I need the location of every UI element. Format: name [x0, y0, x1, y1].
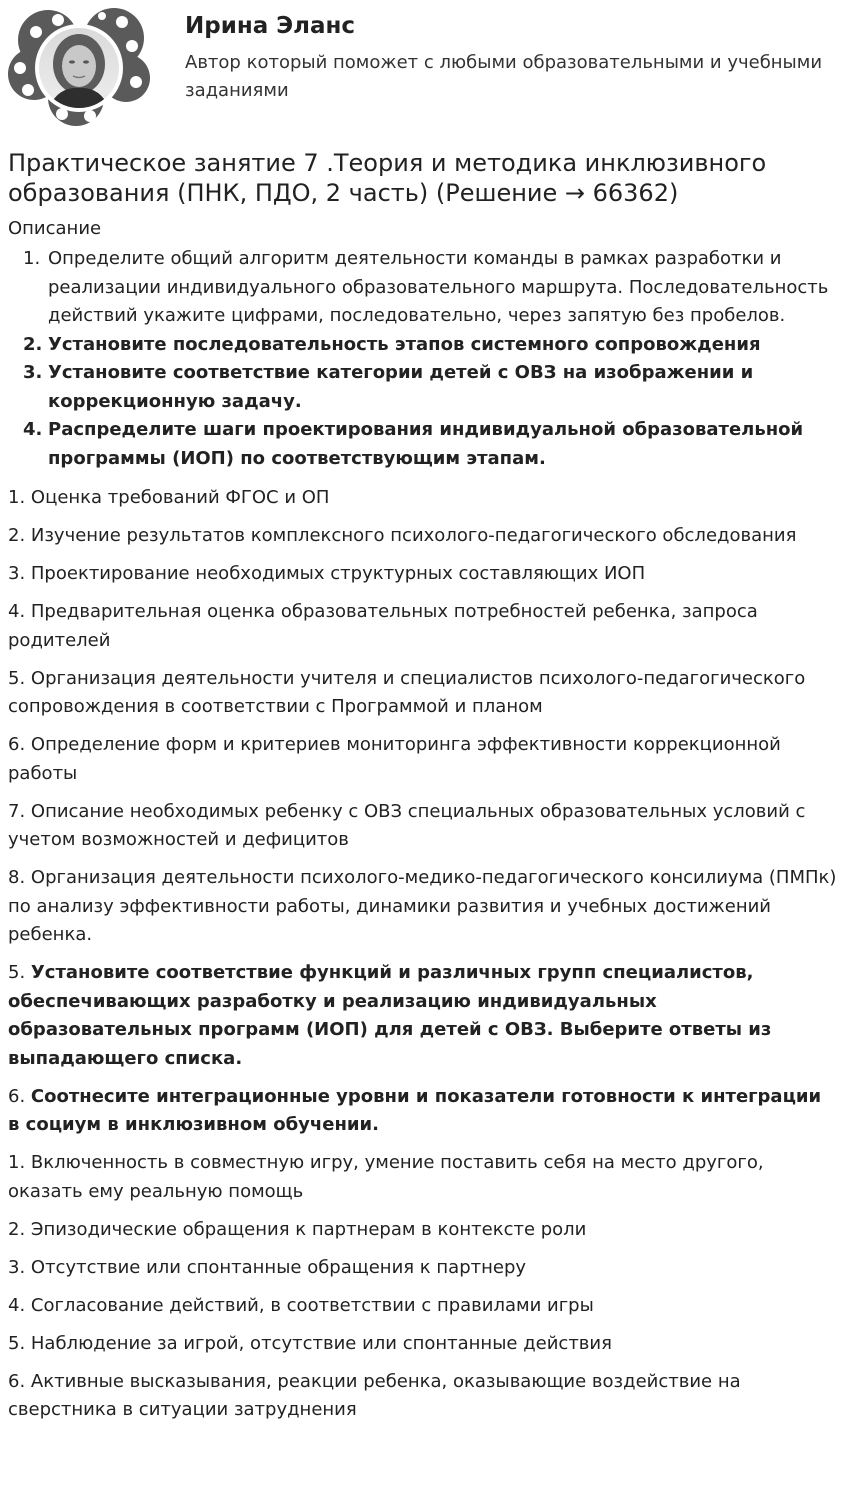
indicator-item: 5. Наблюдение за игрой, отсутствие или спонтанные действия: [8, 1332, 612, 1354]
step-item: 1. Оценка требований ФГОС и ОП: [8, 487, 330, 508]
indicator-item: 1. Включенность в совместную игру, умение поставить себя на место другого, оказать ему реальную помощь: [8, 1152, 764, 1202]
task-5-text: Установите соответствие функций и различных групп специалистов, обеспечивающих разработку и реализацию индивидуальных образовательных программ (ИОП) для детей с ОВЗ. Выберите ответы из выпадающего списка.: [8, 962, 772, 1069]
task-6-number: 6.: [8, 1085, 31, 1107]
film-reel-avatar-icon: [6, 6, 152, 128]
task-item: [8, 416, 838, 473]
author-header: [0, 0, 847, 140]
task-list: [8, 245, 838, 473]
task-number: 4.: [23, 419, 43, 440]
step-item: 3. Проектирование необходимых структурных составляющих ИОП: [8, 563, 646, 584]
task-item: [8, 331, 838, 360]
main-content: [8, 148, 838, 1434]
task-5: [8, 959, 838, 1073]
indicator-item: 6. Активные высказывания, реакции ребенка, оказывающие воздействие на сверстника в ситуации затруднения: [8, 1370, 741, 1420]
task-text: Определите общий алгоритм деятельности команды в рамках разработки и реализации индивидуального образовательного маршрута. Последовательность действий укажите цифрами, последовательно, через запятую без пробелов.: [48, 248, 829, 326]
step-item: 8. Организация деятельности психолого-медико-педагогического консилиума (ПМПк) по анализу эффективности работы, динамики развития и учебных достижений ребенка.: [8, 867, 837, 945]
task-6-text: Соотнесите интеграционные уровни и показатели готовности к интеграции в социум в инклюзивном обучении.: [8, 1085, 822, 1135]
step-item: 4. Предварительная оценка образовательных потребностей ребенка, запроса родителей: [8, 601, 758, 651]
task-number: 1.: [23, 248, 41, 269]
task-text: Установите соответствие категории детей с ОВЗ на изображении и коррекционную задачу.: [48, 362, 754, 412]
page-title: Практическое занятие 7 .Теория и методика инклюзивного образования (ПНК, ПДО, 2 часть) (Решение → 66362): [8, 149, 767, 207]
indicator-item: 3. Отсутствие или спонтанные обращения к партнеру: [8, 1256, 527, 1278]
task-5-number: 5.: [8, 962, 31, 983]
author-avatar[interactable]: [6, 6, 152, 128]
step-item: 7. Описание необходимых ребенку с ОВЗ специальных образовательных условий с учетом возможностей и дефицитов: [8, 800, 806, 850]
step-item: 2. Изучение результатов комплексного психолого-педагогического обследования: [8, 525, 797, 546]
author-description: Автор который поможет с любыми образовательными и учебными заданиями: [185, 52, 823, 101]
task-number: 3.: [23, 362, 43, 383]
task-text: Распределите шаги проектирования индивидуальной образовательной программы (ИОП) по соответствующим этапам.: [48, 419, 804, 469]
indicator-item: 2. Эпизодические обращения к партнерам в контексте роли: [8, 1218, 587, 1240]
task-item: [8, 245, 838, 331]
author-name[interactable]: Ирина Эланс: [185, 13, 356, 39]
step-item: 6. Определение форм и критериев мониторинга эффективности коррекционной работы: [8, 734, 781, 784]
step-item: 5. Организация деятельности учителя и специалистов психолого-педагогического сопровождения в соответствии с Программой и планом: [8, 667, 806, 717]
indicator-item: 4. Согласование действий, в соответствии с правилами игры: [8, 1294, 594, 1316]
task-text: Установите последовательность этапов системного сопровождения: [48, 333, 761, 355]
task-number: 2.: [23, 333, 43, 355]
task-item: [8, 359, 838, 416]
section-label: Описание: [8, 218, 102, 239]
task-6: [8, 1083, 838, 1140]
